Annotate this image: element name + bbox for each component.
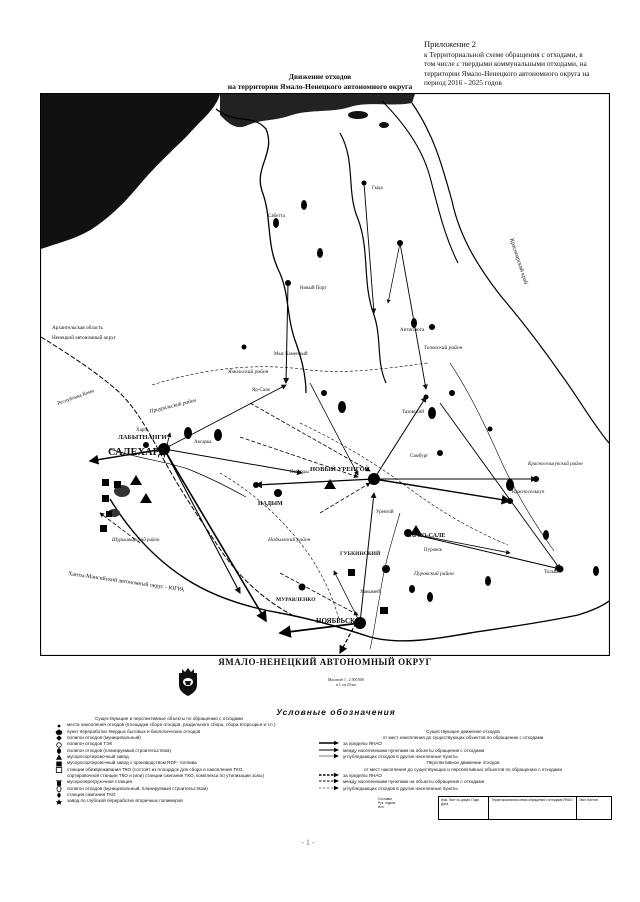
drop-icon	[54, 792, 64, 798]
legend-movement-label: углубледающих отходов в другие населенные пункты	[343, 785, 458, 791]
district-label-nadymsky: Надымский район	[268, 537, 311, 543]
district-label-priuralsky: Приуральский район	[149, 397, 197, 415]
none-icon	[54, 773, 64, 779]
bin-icon	[54, 780, 64, 786]
place-label-kharp: Харп	[136, 428, 148, 433]
place-label-gubkinsky: ГУБКИНСКИЙ	[340, 551, 381, 557]
page-mark: - 1 -	[301, 838, 315, 847]
scale-note-line: Масштаб 1 : 2 500 000	[328, 678, 364, 682]
scale-note-line: в 1 см 25 км	[336, 682, 356, 687]
place-label-salekhard: САЛЕХАРД	[108, 447, 166, 458]
place-label-aksarka: Аксарка	[194, 440, 212, 445]
legend-movement-label: между населенными пунктами на объекты обращения с отходами	[343, 779, 485, 785]
legend-existing-header-1: Существующее движение отходов	[426, 728, 500, 734]
legend-facility-label: полигон отходов (планируемый строительством)	[67, 747, 171, 753]
legend-facility-item	[54, 798, 372, 804]
appendix-title: Приложение 2	[424, 39, 476, 49]
region-banner: ЯМАЛО-НЕНЕЦКИЙ АВТОНОМНЫЙ ОКРУГ	[218, 657, 432, 667]
appendix-line: к Территориальной схеме обращения с отходами, в	[424, 49, 583, 59]
neighbour-label-komi: Республика Коми	[56, 388, 95, 407]
district-label-yamalsky: Ямальский район	[228, 369, 269, 375]
legend-movement-label: за пределы ЯНАО	[343, 741, 382, 747]
ellipse-fill-icon	[54, 748, 64, 754]
place-label-urengoy: Уренгой	[376, 510, 394, 515]
place-label-khanymey: Ханымей	[360, 590, 380, 595]
legend-facility-label: полигон отходов (муниципальный, планируемый строительством)	[67, 785, 208, 791]
circle-open-icon	[54, 742, 64, 748]
place-label-purovsk: Пуровск	[424, 548, 443, 553]
neighbour-label-arkhangelsk: Архангельская область	[52, 325, 103, 331]
legend-facility-label: мусоросортировочный завод с производством RDF- топлива	[67, 760, 197, 766]
appendix-line: том числе с твердыми коммунальными отходами, на	[424, 59, 587, 69]
place-label-tarko-sale: ТАРКО-САЛЕ	[406, 533, 446, 539]
island	[348, 111, 368, 119]
district-label-shuryshkarsky: Шурышкарский район	[112, 538, 160, 543]
legend-existing-header-2: от мест накопления до существующих объектов по обращению с отходами	[382, 735, 544, 741]
legend-movement-item	[318, 786, 608, 792]
legend-planned-header-1: Перспективное движение отходов	[426, 760, 500, 766]
stamp-cell: Изм. Лист № докум. Подп. Дата	[441, 798, 480, 806]
legend-facility-label: мусороперегрузочная станция	[67, 779, 132, 785]
legend-movement-label: углубледающих отходов в другие населенные пункты	[343, 754, 458, 760]
legend-facility-label: станция сжигания ТКО	[67, 792, 116, 798]
stamp-cell: Лист Листов	[576, 797, 611, 819]
place-label-tolka: Толька	[544, 570, 559, 575]
place-label-krasnoselkup: Красноселькуп	[512, 490, 545, 495]
legend-existing-list	[318, 741, 608, 760]
appendix-line: период 2016 - 2025 годов	[424, 78, 502, 88]
place-label-antipayuta: Антипаюта	[400, 328, 425, 333]
star-icon	[54, 799, 64, 805]
legend-facility-label: полигон отходов ТЭК	[67, 741, 113, 747]
place-label-yar-sale: Яр-Сале	[252, 388, 270, 393]
legend-movement-label: за пределы ЯНАО	[343, 773, 382, 779]
place-label-pangody: Пангоды	[290, 470, 309, 475]
title-block-stamp	[438, 796, 612, 820]
district-label-tazovsky: Тазовский район	[424, 345, 463, 351]
appendix-line: территории Ямало-Ненецкого автономного округа на	[424, 68, 590, 78]
waste-movement-map	[40, 93, 610, 656]
legend-facility-label: сортировочной станции ТКО и (или) станции сжигания ТКО, комплекса по утилизации золы)	[67, 773, 265, 779]
square-icon	[54, 761, 64, 767]
pentagon-icon	[54, 729, 64, 735]
place-label-tazovsky: Тазовский	[402, 410, 424, 415]
place-label-muravlenko: МУРАВЛЕНКО	[276, 597, 316, 603]
legend-title: Условные обозначения	[276, 707, 396, 717]
stamp-signature-line: Исп.	[378, 805, 385, 809]
neighbour-label-khmao: Ханты-Мансийский автономный округ - ЮГРА	[67, 571, 185, 594]
island	[379, 122, 389, 128]
appendix-note	[424, 40, 629, 88]
legend-facility-label: мусоросортировочный завод	[67, 754, 129, 760]
place-label-novy-urengoy: НОВЫЙ УРЕНГОЙ	[310, 466, 370, 473]
place-label-labytnangi: ЛАБЫТНАНГИ	[118, 434, 167, 441]
neighbour-label-krasnoyarsk: Красноярский край	[508, 237, 529, 286]
dot-small-icon	[54, 723, 64, 729]
stamp-signature-line: Составил	[378, 797, 393, 801]
legend-facility-label: места накопления отходов (площадки сбора отходов, раздельного сбора, сбора вторсырья и т.п.)	[67, 722, 276, 728]
scale-note	[296, 678, 396, 688]
legend-facility-label: пункт переработки твердых бытовых и биологических отходов	[67, 728, 201, 734]
district-label-krasnoselkupsky: Красноселькупский район	[528, 462, 583, 467]
document-title	[200, 72, 440, 91]
solid-thin-arrow-icon	[318, 753, 340, 761]
document-title-line2: на территории Ямало-Ненецкого автономного округа	[227, 81, 413, 91]
triangle-icon	[54, 754, 64, 760]
stamp-signatures	[378, 797, 434, 809]
stamp-cell: Территориальная схема обращения с отходами ЯНАО	[488, 797, 576, 819]
legend-movement	[318, 716, 608, 792]
place-label-mys-kamenny: Мыс Каменный	[274, 352, 308, 357]
stamp-signature-line: Рук. отдела	[378, 801, 396, 805]
coat-of-arms-icon	[176, 667, 200, 697]
legend-facility-label: завод по глубокой переработке вторичных полимеров	[67, 798, 183, 804]
district-label-purovsky: Пуровский район	[414, 571, 454, 577]
ellipse-open-icon	[54, 786, 64, 792]
place-label-samburg: Самбург	[410, 454, 429, 459]
legend-facilities-header: Существующие и перспективные объекты по обращению с отходами	[95, 716, 243, 721]
square-open-icon	[54, 767, 64, 773]
place-label-gyda: Гыда	[372, 186, 383, 191]
dashed-thin-arrow-icon	[318, 785, 340, 793]
neighbour-label-nenets: Ненецкий автономный округ	[52, 335, 116, 341]
place-label-nadym: НАДЫМ	[258, 501, 283, 507]
diamond-icon	[54, 735, 64, 741]
legend-planned-header-2: от мест накопления до существующих и перспективных объектов по обращению с отходами	[363, 766, 563, 772]
place-label-sabetta: Сабетта	[268, 214, 285, 219]
place-label-novy-port: Новый Порт	[300, 286, 327, 291]
legend-movement-label: между населенными пунктами на объекты обращения с отходами	[343, 747, 485, 753]
place-label-noyabrsk: НОЯБРЬСК	[316, 617, 356, 625]
legend-spacer	[318, 716, 608, 729]
legend-facility-label: станции обезвреживания ТКО (состоят из площадок для сбора и накопления ТКО,	[67, 766, 244, 772]
legend-facility-label: полигон отходов (муниципальный)	[67, 735, 141, 741]
document-title-line1: Движение отходов	[288, 72, 352, 81]
legend-planned-list	[318, 773, 608, 792]
